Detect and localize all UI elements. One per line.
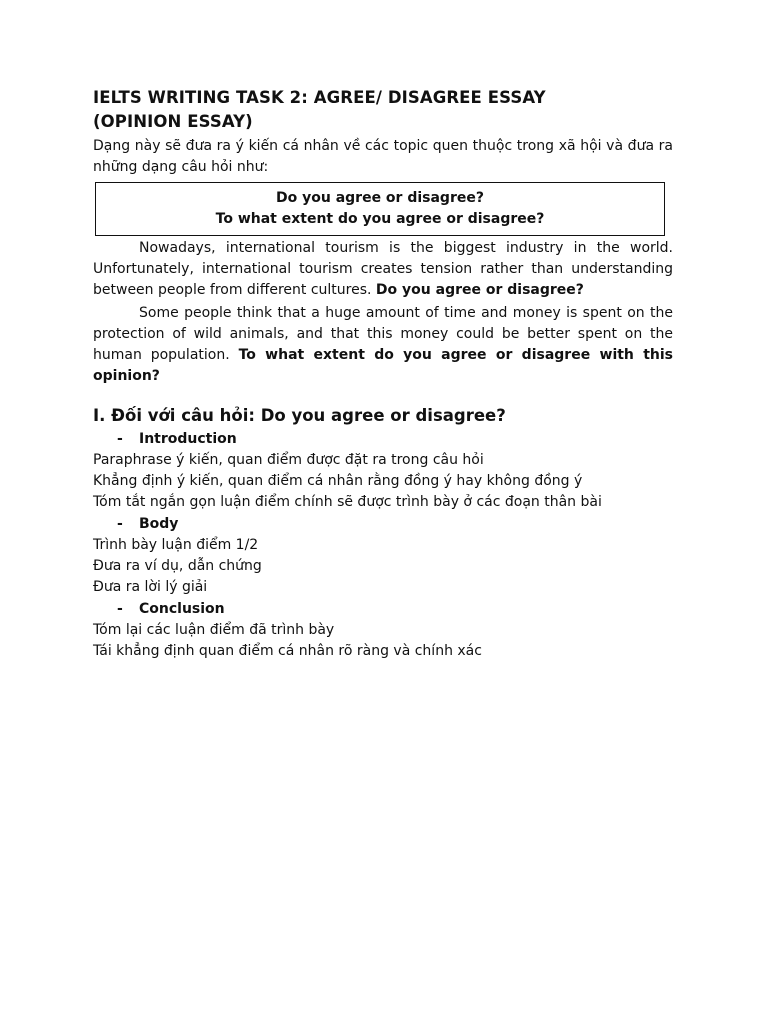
section-heading: I. Đối với câu hỏi: Do you agree or disagree? — [93, 406, 506, 425]
conclusion-line: Tái khẳng định quan điểm cá nhân rõ ràng và chính xác — [93, 643, 482, 659]
introduction-label: Introduction — [139, 431, 237, 447]
example-prompt-1 — [93, 238, 673, 301]
question-type-1: Do you agree or disagree? — [276, 190, 484, 206]
document-content — [93, 86, 673, 662]
dash-bullet: - — [117, 601, 123, 617]
title-line-2: (OPINION ESSAY) — [93, 112, 253, 131]
introduction-heading — [93, 429, 673, 450]
example-prompt-2 — [93, 303, 673, 387]
example-prompt-1-text: Nowadays, international tourism is the biggest industry in the world. Unfortunately, international tourism creates tension rather than understanding between people from different cultures. — [93, 240, 673, 298]
conclusion-heading — [93, 599, 673, 620]
body-line: Đưa ra ví dụ, dẫn chứng — [93, 558, 262, 574]
example-prompt-1-question: Do you agree or disagree? — [375, 282, 584, 298]
document-title — [93, 86, 673, 134]
introduction-line: Paraphrase ý kiến, quan điểm được đặt ra trong câu hỏi — [93, 452, 484, 468]
body-heading — [93, 514, 673, 535]
body-label: Body — [139, 516, 179, 532]
conclusion-label: Conclusion — [139, 601, 225, 617]
conclusion-line: Tóm lại các luận điểm đã trình bày — [93, 622, 335, 638]
introduction-line: Khẳng định ý kiến, quan điểm cá nhân rằng đồng ý hay không đồng ý — [93, 473, 583, 489]
question-type-2: To what extent do you agree or disagree? — [215, 211, 545, 227]
question-box — [95, 182, 665, 236]
title-line-1: IELTS WRITING TASK 2: AGREE/ DISAGREE ESSAY — [93, 88, 546, 107]
introduction-line: Tóm tắt ngắn gọn luận điểm chính sẽ được trình bày ở các đoạn thân bài — [93, 494, 602, 510]
body-line: Đưa ra lời lý giải — [93, 579, 208, 595]
example-prompt-2-text: Some people think that a huge amount of time and money is spent on the protection of wild animals, and that this money could be better spent on the human population. — [93, 305, 673, 363]
body-line: Trình bày luận điểm 1/2 — [93, 537, 259, 553]
example-prompt-2-question: To what extent do you agree or disagree with this opinion? — [93, 347, 673, 384]
intro-paragraph: Dạng này sẽ đưa ra ý kiến cá nhân về các topic quen thuộc trong xã hội và đưa ra những dạng câu hỏi như: — [93, 138, 673, 175]
dash-bullet: - — [117, 516, 123, 532]
dash-bullet: - — [117, 431, 123, 447]
